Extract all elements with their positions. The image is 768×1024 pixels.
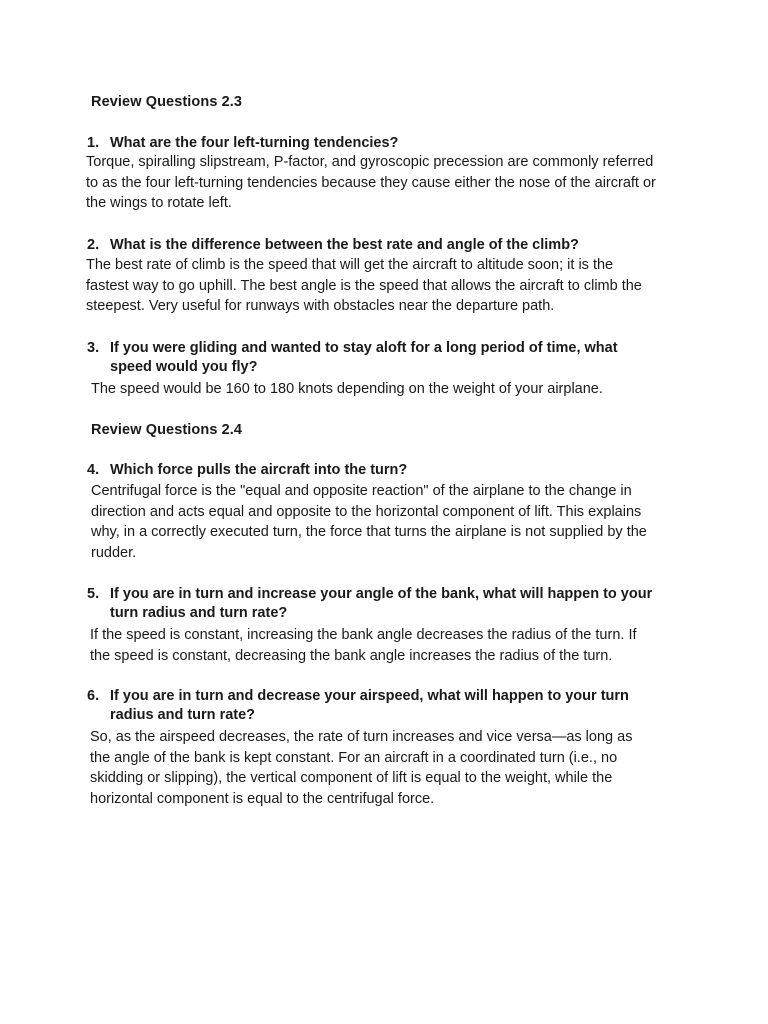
question-number: 6. <box>87 688 100 704</box>
answer-line: the speed is constant, decreasing the bank angle increases the radius of the turn. <box>90 647 613 664</box>
answer-3 <box>91 379 603 400</box>
answer-line: So, as the airspeed decreases, the rate of turn increases and vice versa—as long as <box>90 729 633 745</box>
section-heading: Review Questions 2.3 <box>91 94 243 110</box>
question-text: turn radius and turn rate? <box>110 605 288 621</box>
answer-5 <box>90 625 637 666</box>
answer-line: rudder. <box>91 544 137 561</box>
section-heading: Review Questions 2.4 <box>91 422 243 438</box>
answer-line: Centrifugal force is the "equal and opposite reaction" of the airplane to the change in <box>91 483 632 499</box>
answer-1 <box>86 152 656 214</box>
question-text: What is the difference between the best rate and angle of the climb? <box>110 237 579 253</box>
question-text: speed would you fly? <box>110 359 258 375</box>
question-text: radius and turn rate? <box>110 707 256 723</box>
question-text: What are the four left-turning tendencies? <box>110 135 399 151</box>
question-number: 4. <box>87 462 100 478</box>
answer-line: why, in a correctly executed turn, the force that turns the airplane is not supplied by the <box>91 524 647 541</box>
question-number: 5. <box>87 586 100 602</box>
answer-line: the angle of the bank is kept constant. For an aircraft in a coordinated turn (i.e., no <box>90 749 618 766</box>
answer-line: The speed would be 160 to 180 knots depending on the weight of your airplane. <box>91 381 603 397</box>
answer-line: the wings to rotate left. <box>86 195 232 212</box>
answer-line: Torque, spiralling slipstream, P-factor, and gyroscopic precession are commonly referred <box>86 154 654 170</box>
answer-line: If the speed is constant, increasing the bank angle decreases the radius of the turn. If <box>90 627 637 643</box>
answer-line: direction and acts equal and opposite to the horizontal component of lift. This explains <box>91 503 642 520</box>
answer-2 <box>86 255 642 317</box>
answer-line: fastest way to go uphill. The best angle is the speed that allows the aircraft to climb the <box>86 277 642 294</box>
answer-line: The best rate of climb is the speed that will get the aircraft to altitude soon; it is the <box>86 257 614 273</box>
question-number: 3. <box>87 340 100 356</box>
question-number: 1. <box>87 135 100 151</box>
answer-line: steepest. Very useful for runways with obstacles near the departure path. <box>86 298 555 315</box>
answer-line: skidding or slipping), the vertical component of lift is equal to the weight, while the <box>90 770 613 787</box>
answer-4 <box>91 481 647 563</box>
question-number: 2. <box>87 237 100 253</box>
question-text: If you are in turn and decrease your airspeed, what will happen to your turn <box>110 688 629 704</box>
question-text: Which force pulls the aircraft into the turn? <box>110 462 408 478</box>
question-text: If you were gliding and wanted to stay aloft for a long period of time, what <box>110 340 618 356</box>
answer-6 <box>90 727 632 809</box>
question-text: If you are in turn and increase your angle of the bank, what will happen to your <box>110 586 653 602</box>
answer-line: horizontal component is equal to the centrifugal force. <box>90 790 435 807</box>
answer-line: to as the four left-turning tendencies because they cause either the nose of the aircraft or <box>86 174 656 191</box>
